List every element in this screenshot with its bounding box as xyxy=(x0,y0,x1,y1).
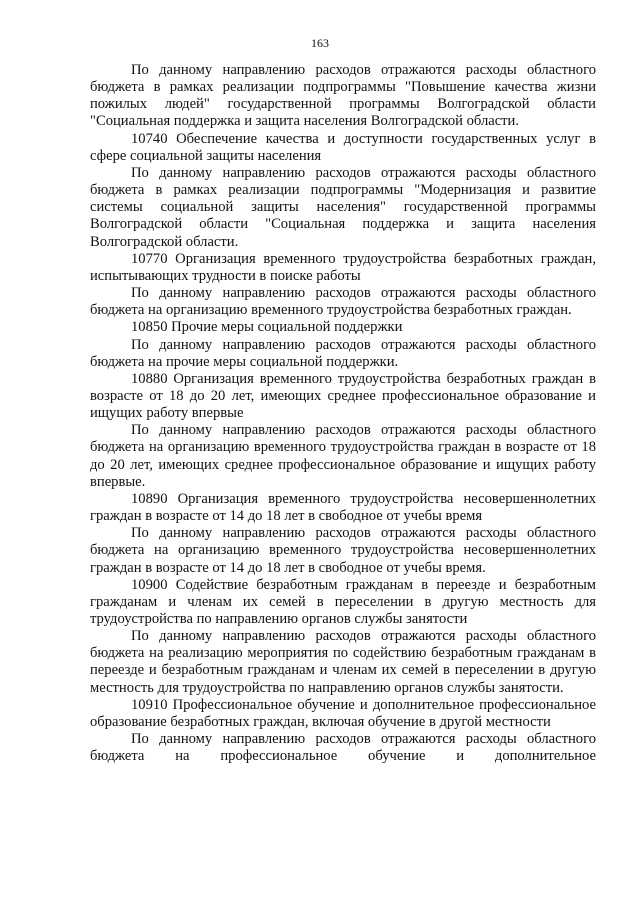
section-heading: 10770 Организация временного трудоустройства безработных граждан, испытывающих трудности в поиске работы xyxy=(90,250,596,284)
paragraph: По данному направлению расходов отражаются расходы областного бюджета в рамках реализации подпрограммы "Модернизация и развитие системы социальной защиты населения" государственной программы Волгоградской области "Социальная поддержка и защита населения Волгоградской области. xyxy=(90,164,596,250)
document-body xyxy=(90,62,596,765)
section-heading: 10900 Содействие безработным гражданам в переезде и безработным гражданам и членам их семей в переселении в другую местность для трудоустройства по направлению органов службы занятости xyxy=(90,576,596,627)
paragraph: По данному направлению расходов отражаются расходы областного бюджета в рамках реализации подпрограммы "Повышение качества жизни пожилых людей" государственной программы Волгоградской области "Социальная поддержка и защита населения Волгоградской области. xyxy=(90,62,596,130)
paragraph: По данному направлению расходов отражаются расходы областного бюджета на профессиональное обучение и дополнительное xyxy=(90,731,596,765)
paragraph: По данному направлению расходов отражаются расходы областного бюджета на организацию временного трудоустройства несовершеннолетних граждан в возрасте от 14 до 18 лет в свободное от учебы время. xyxy=(90,525,596,576)
section-heading: 10850 Прочие меры социальной поддержки xyxy=(131,319,403,336)
section-heading: 10890 Организация временного трудоустройства несовершеннолетних граждан в возрасте от 14 до 18 лет в свободное от учебы время xyxy=(90,490,596,525)
section-heading: 10740 Обеспечение качества и доступности государственных услуг в сфере социальной защиты населения xyxy=(90,130,596,164)
section-heading: 10880 Организация временного трудоустройства безработных граждан в возрасте от 18 до 20 лет, имеющих среднее профессиональное образование и ищущих работу впервые xyxy=(90,370,596,422)
paragraph: По данному направлению расходов отражаются расходы областного бюджета на реализацию мероприятия по содействию безработным гражданам в переезде и безработным гражданам и членам их семей в переселении в другую местность для трудоустройства по направлению органов службы занятости. xyxy=(90,628,596,696)
paragraph: По данному направлению расходов отражаются расходы областного бюджета на прочие меры социальной поддержки. xyxy=(90,336,596,370)
section-heading: 10910 Профессиональное обучение и дополнительное профессиональное образование безработных граждан, включая обучение в другой местности xyxy=(90,696,596,730)
paragraph: По данному направлению расходов отражаются расходы областного бюджета на организацию временного трудоустройства безработных граждан. xyxy=(90,285,596,319)
paragraph: По данному направлению расходов отражаются расходы областного бюджета на организацию временного трудоустройства граждан в возрасте от 18 до 20 лет, имеющих среднее профессиональное образование и ищущих работу впервые. xyxy=(90,422,596,490)
page-number: 163 xyxy=(311,36,329,50)
